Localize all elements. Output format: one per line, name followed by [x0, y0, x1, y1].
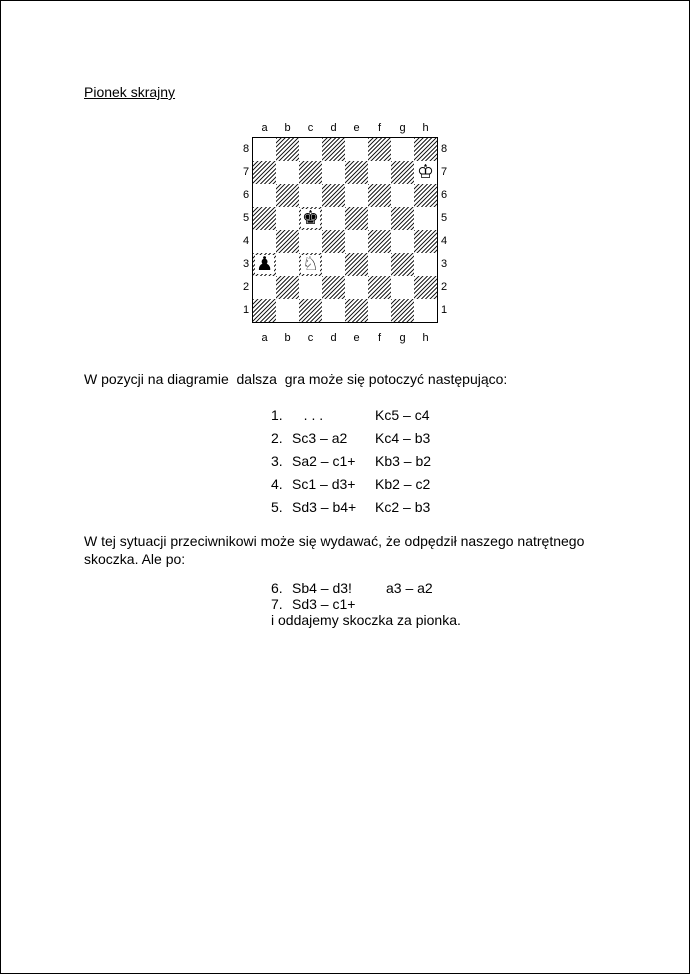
black-move: Kc4 – b3	[375, 430, 431, 446]
square-g5	[391, 207, 414, 230]
square-d8	[322, 138, 345, 161]
move-row	[271, 580, 471, 596]
white-move: Sd3 – c1+	[292, 596, 356, 612]
square-g7	[391, 161, 414, 184]
square-f2	[368, 276, 391, 299]
square-d3	[322, 253, 345, 276]
square-e8	[345, 138, 368, 161]
white-knight-icon: ♘	[301, 253, 320, 275]
square-b7	[276, 161, 299, 184]
square-d2	[322, 276, 345, 299]
move-list-continuation	[271, 580, 471, 612]
file-label: g	[399, 122, 406, 134]
rank-label: 5	[242, 212, 250, 224]
rank-labels-right	[437, 138, 451, 322]
square-e4	[345, 230, 368, 253]
black-move: Kb3 – b2	[375, 453, 432, 469]
square-c6	[299, 184, 322, 207]
square-a2	[253, 276, 276, 299]
file-label: g	[399, 332, 406, 344]
black-move: Kc5 – c4	[375, 407, 430, 423]
move-row	[271, 475, 471, 498]
move-number: 6.	[271, 580, 283, 596]
move-number: 1.	[271, 407, 283, 423]
square-f6	[368, 184, 391, 207]
rank-label: 6	[242, 189, 250, 201]
file-label: e	[353, 332, 360, 344]
chess-board	[252, 137, 438, 323]
square-a8	[253, 138, 276, 161]
rank-label: 6	[440, 189, 448, 201]
square-f3	[368, 253, 391, 276]
square-h3	[414, 253, 437, 276]
rank-label: 1	[242, 304, 250, 316]
white-move: Sd3 – b4+	[292, 499, 357, 515]
square-c3	[299, 253, 322, 276]
square-a5	[253, 207, 276, 230]
middle-paragraph: W tej sytuacji przeciwnikowi może się wydawać, że odpędził naszego natrętnego skoczka. Ale po:	[84, 533, 585, 567]
rank-label: 8	[440, 143, 448, 155]
square-c2	[299, 276, 322, 299]
square-g4	[391, 230, 414, 253]
file-label: h	[422, 332, 429, 344]
move-row	[271, 498, 471, 521]
square-f7	[368, 161, 391, 184]
square-a4	[253, 230, 276, 253]
square-a6	[253, 184, 276, 207]
square-b8	[276, 138, 299, 161]
page-title: Pionek skrajny	[84, 84, 176, 100]
white-move: Sc1 – d3+	[292, 476, 356, 492]
square-e5	[345, 207, 368, 230]
square-g8	[391, 138, 414, 161]
move-number: 4.	[271, 476, 283, 492]
square-c1	[299, 299, 322, 322]
white-king-icon: ♔	[416, 161, 435, 183]
square-h8	[414, 138, 437, 161]
black-king-icon: ♚	[301, 207, 320, 229]
file-label: d	[330, 122, 337, 134]
square-h2	[414, 276, 437, 299]
square-g3	[391, 253, 414, 276]
square-f8	[368, 138, 391, 161]
move-number: 5.	[271, 499, 283, 515]
black-move: a3 – a2	[386, 580, 433, 596]
file-label: b	[284, 332, 291, 344]
square-g1	[391, 299, 414, 322]
square-e2	[345, 276, 368, 299]
file-label: h	[422, 122, 429, 134]
square-d5	[322, 207, 345, 230]
rank-label: 7	[440, 166, 448, 178]
file-label: d	[330, 332, 337, 344]
square-e7	[345, 161, 368, 184]
square-e1	[345, 299, 368, 322]
square-f4	[368, 230, 391, 253]
square-b6	[276, 184, 299, 207]
black-move: Kc2 – b3	[375, 499, 431, 515]
conclusion-text: i oddajemy skoczka za pionka.	[271, 612, 461, 628]
rank-label: 4	[440, 235, 448, 247]
white-move: Sb4 – d3!	[292, 580, 352, 596]
rank-labels-left	[239, 138, 253, 322]
move-row	[271, 429, 471, 452]
move-number: 3.	[271, 453, 283, 469]
square-b1	[276, 299, 299, 322]
square-a3	[253, 253, 276, 276]
square-h6	[414, 184, 437, 207]
square-h1	[414, 299, 437, 322]
file-labels-bottom	[253, 331, 437, 345]
square-d4	[322, 230, 345, 253]
square-h7	[414, 161, 437, 184]
rank-label: 4	[242, 235, 250, 247]
square-b2	[276, 276, 299, 299]
square-b4	[276, 230, 299, 253]
square-c5	[299, 207, 322, 230]
square-h5	[414, 207, 437, 230]
white-move: . . .	[292, 407, 324, 423]
rank-label: 2	[440, 281, 448, 293]
rank-label: 5	[440, 212, 448, 224]
rank-label: 8	[242, 143, 250, 155]
square-e3	[345, 253, 368, 276]
rank-label: 2	[242, 281, 250, 293]
rank-label: 3	[242, 258, 250, 270]
square-a1	[253, 299, 276, 322]
file-label: c	[307, 332, 314, 344]
white-move: Sc3 – a2	[292, 430, 348, 446]
rank-label: 3	[440, 258, 448, 270]
file-label: a	[261, 332, 268, 344]
move-row	[271, 452, 471, 475]
file-label: f	[377, 122, 382, 134]
square-c8	[299, 138, 322, 161]
intro-paragraph: W pozycji na diagramie dalsza gra może się potoczyć następująco:	[84, 371, 508, 387]
rank-label: 7	[242, 166, 250, 178]
move-number: 7.	[271, 596, 283, 612]
move-number: 2.	[271, 430, 283, 446]
rank-label: 1	[440, 304, 448, 316]
black-pawn-icon: ♟	[255, 253, 274, 275]
square-b5	[276, 207, 299, 230]
square-d6	[322, 184, 345, 207]
square-e6	[345, 184, 368, 207]
move-row	[271, 596, 471, 612]
square-g2	[391, 276, 414, 299]
file-label: f	[377, 332, 382, 344]
square-h4	[414, 230, 437, 253]
square-d1	[322, 299, 345, 322]
file-label: b	[284, 122, 291, 134]
file-labels-top	[253, 121, 437, 135]
square-f5	[368, 207, 391, 230]
square-c4	[299, 230, 322, 253]
square-c7	[299, 161, 322, 184]
white-move: Sa2 – c1+	[292, 453, 356, 469]
black-move: Kb2 – c2	[375, 476, 431, 492]
square-g6	[391, 184, 414, 207]
square-d7	[322, 161, 345, 184]
move-list	[271, 406, 471, 521]
file-label: c	[307, 122, 314, 134]
move-row	[271, 406, 471, 429]
square-b3	[276, 253, 299, 276]
file-label: e	[353, 122, 360, 134]
square-a7	[253, 161, 276, 184]
square-f1	[368, 299, 391, 322]
file-label: a	[261, 122, 268, 134]
chess-diagram	[237, 121, 453, 347]
